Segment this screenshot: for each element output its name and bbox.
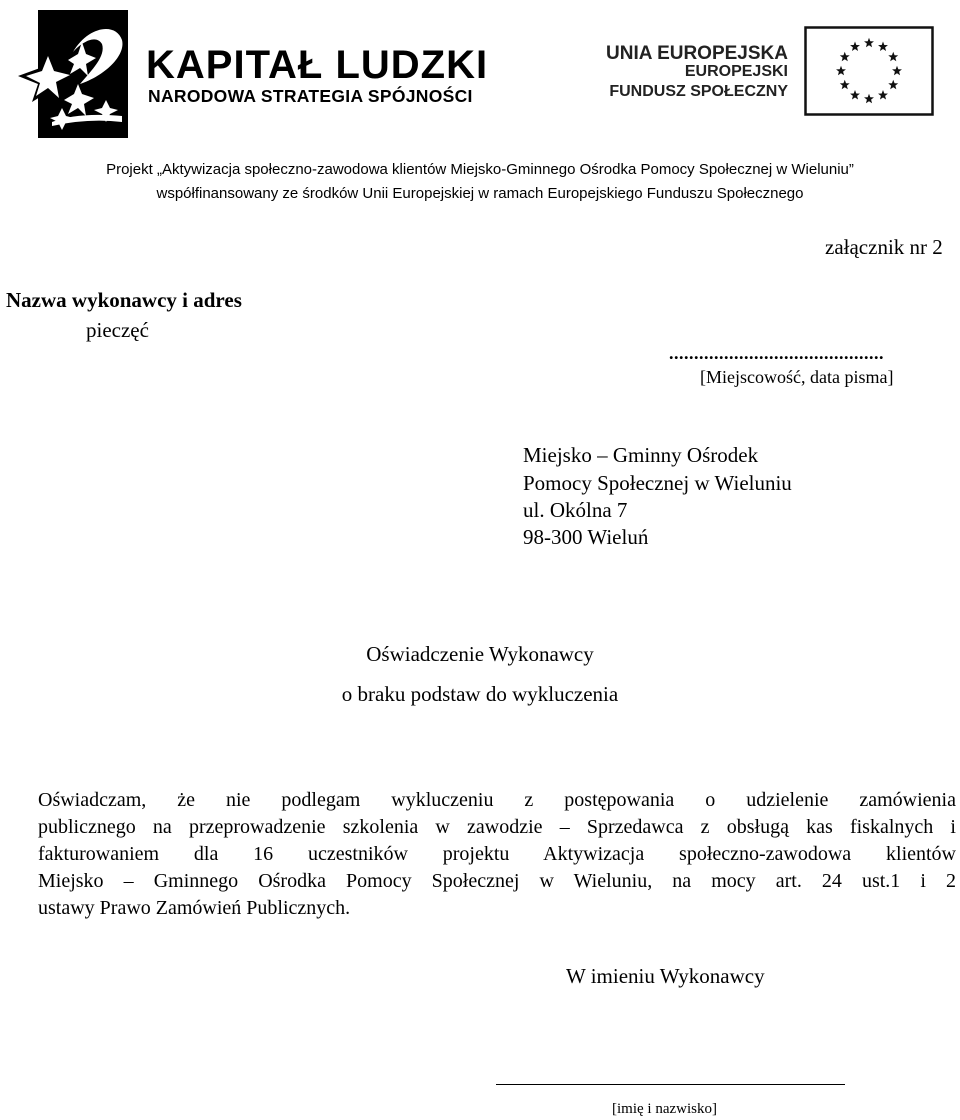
document-subtitle: o braku podstaw do wykluczenia	[341, 682, 619, 706]
stamp-label: pieczęć	[86, 318, 149, 342]
attachment-number: załącznik nr 2	[825, 235, 943, 259]
document-title: Oświadczenie Wykonawcy	[366, 642, 594, 666]
signature-name-label: [imię i nazwisko]	[612, 1101, 717, 1117]
recipient-postal-city: 98-300 Wieluń	[523, 525, 649, 549]
recipient-line: Pomocy Społecznej w Wieluniu	[523, 471, 792, 495]
declaration-line: publicznego na przeprowadzenie szkolenia w zawodzie – Sprzedawca z obsługą kas fiskalnych i	[38, 816, 956, 838]
project-funding-line: współfinansowany ze środków Unii Europejskiej w ramach Europejskiego Funduszu Społecznego	[156, 185, 804, 202]
declaration-line: fakturowaniem dla 16 uczestników projektu Aktywizacja społeczno-zawodowa klientów	[38, 843, 956, 865]
declaration-line: Miejsko – Gminnego Ośrodka Pomocy Społecznej w Wieluniu, na mocy art. 24 ust.1 i 2	[38, 870, 956, 892]
recipient-line: Miejsko – Gminny Ośrodek	[523, 443, 759, 467]
kapital-ludzki-title: KAPITAŁ LUDZKI	[146, 43, 489, 87]
eu-label-union: UNIA EUROPEJSKA	[606, 43, 788, 64]
declaration-body	[38, 787, 956, 922]
contractor-name-label: Nazwa wykonawcy i adres	[6, 288, 242, 312]
project-title-line: Projekt „Aktywizacja społeczno-zawodowa klientów Miejsko-Gminnego Ośrodka Pomocy Społecznej w Wieluniu”	[106, 161, 854, 178]
declaration-line: ustawy Prawo Zamówień Publicznych.	[38, 897, 351, 919]
eu-label-european: EUROPEJSKI	[684, 63, 788, 80]
on-behalf-label: W imieniu Wykonawcy	[566, 964, 765, 988]
recipient-street: ul. Okólna 7	[523, 498, 628, 522]
signature-line	[496, 1084, 845, 1085]
eu-label-social-fund: FUNDUSZ SPOŁECZNY	[609, 83, 788, 100]
kapital-ludzki-subtitle: NARODOWA STRATEGIA SPÓJNOŚCI	[148, 86, 473, 106]
eu-flag-icon	[804, 26, 934, 116]
place-date-label: [Miejscowość, data pisma]	[700, 367, 894, 387]
kapital-ludzki-logo-icon	[18, 4, 130, 140]
place-date-dots: ...........................................	[669, 343, 884, 363]
declaration-line: Oświadczam, że nie podlegam wykluczeniu z postępowania o udzielenie zamówienia	[38, 789, 956, 811]
